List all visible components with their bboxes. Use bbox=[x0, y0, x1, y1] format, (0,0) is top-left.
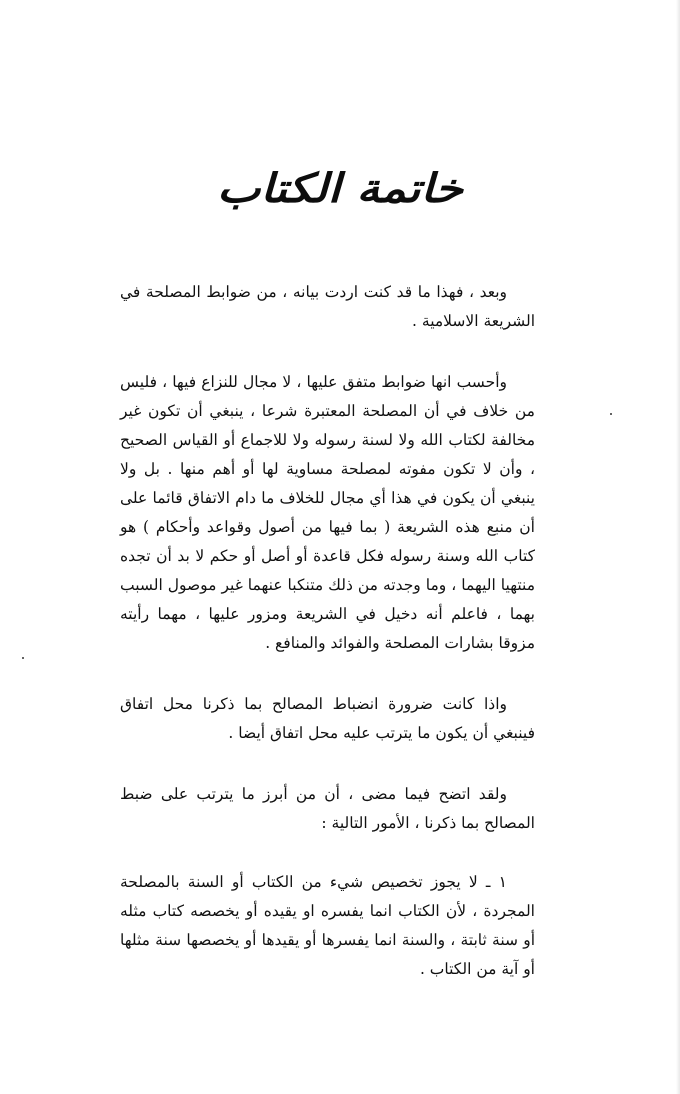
page-edge-shadow bbox=[676, 0, 680, 1094]
paper-speck bbox=[610, 413, 612, 415]
chapter-title: خاتمة الكتاب bbox=[217, 165, 463, 212]
body-text bbox=[120, 278, 535, 1016]
paragraph-intro: وبعد ، فهذا ما قد كنت اردت بيانه ، من ضوابط المصلحة في الشريعة الاسلامية . bbox=[120, 283, 535, 330]
paper-speck bbox=[22, 657, 24, 659]
paragraph-results-intro: ولقد اتضح فيما مضى ، أن من أبرز ما يترتب على ضبط المصالح بما ذكرنا ، الأمور التالية : bbox=[120, 785, 535, 832]
paragraph-agreement: وأحسب انها ضوابط متفق عليها ، لا مجال للنزاع فيها ، فليس من خلاف في أن المصلحة المعتبرة شرعا ، ينبغي أن تكون غير مخالفة لكتاب الله ولا لسنة رسوله ولا للاجماع أو القياس الصحيح ، وأن لا تكون مفوته لمصلحة مساوية لها أو أهم منها . بل ولا ينبغي أن يكون في هذا أي مجال للخلاف ما دام الاتفاق قائما على أن منبع هذه الشريعة ( بما فيها من أصول وقواعد وأحكام ) هو كتاب الله وسنة رسوله فكل قاعدة أو أصل أو حكم لا بد أن تجده منتهيا اليهما ، وما وجدته من ذلك متنكبا عنهما غير موصول السبب بهما ، فاعلم أنه دخيل في الشريعة ومزور عليها ، مهما رأيته مزوقا بشارات المصلحة والفوائد والمنافع . bbox=[120, 373, 535, 652]
chapter-heading bbox=[0, 165, 680, 212]
paragraph-point-one: ١ ـ لا يجوز تخصيص شيء من الكتاب أو السنة بالمصلحة المجردة ، لأن الكتاب انما يفسره او يقيده أو يخصصه كتاب مثله أو سنة ثابتة ، والسنة انما يفسرها أو يقيدها أو يخصصها سنة مثلها أو آية من الكتاب . bbox=[120, 873, 535, 978]
paragraph-consequence: واذا كانت ضرورة انضباط المصالح بما ذكرنا محل اتفاق فينبغي أن يكون ما يترتب عليه محل اتفاق أيضا . bbox=[120, 695, 535, 742]
